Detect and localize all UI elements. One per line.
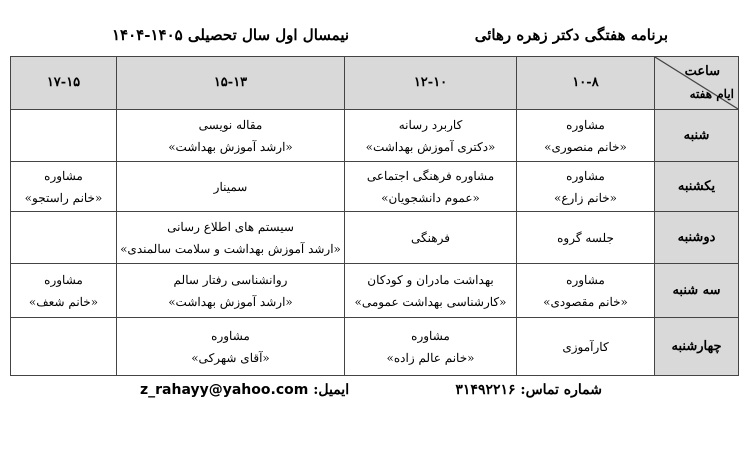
corner-time-label: ساعت: [684, 64, 720, 79]
day-label: یکشنبه: [655, 162, 739, 212]
schedule-cell: سیستم های اطلاع رسانی «ارشد آموزش بهداشت و سلامت سالمندی»: [117, 212, 345, 264]
table-row: [11, 264, 739, 318]
day-label: چهارشنبه: [655, 318, 739, 376]
day-label: دوشنبه: [655, 212, 739, 264]
schedule-cell: مشاوره «خانم راستجو»: [11, 162, 117, 212]
schedule-cell: مقاله نویسی «ارشد آموزش بهداشت»: [117, 110, 345, 162]
time-header: ۱۵-۱۳: [117, 57, 345, 110]
day-label: سه شنبه: [655, 264, 739, 318]
time-header: ۱۷-۱۵: [11, 57, 117, 110]
table-row: [11, 318, 739, 376]
schedule-cell: [11, 212, 117, 264]
schedule-table: [10, 56, 739, 376]
schedule-cell: روانشناسی رفتار سالم «ارشد آموزش بهداشت»: [117, 264, 345, 318]
page-title: برنامه هفتگی دکتر زهره رهائی: [474, 26, 668, 44]
schedule-cell: فرهنگی: [345, 212, 517, 264]
schedule-cell: جلسه گروه: [517, 212, 655, 264]
semester-label: نیمسال اول سال تحصیلی ۱۴۰۵-۱۴۰۴: [112, 26, 350, 44]
contact-phone: [455, 382, 602, 398]
schedule-cell: [11, 318, 117, 376]
corner-days-label: ایام هفته: [689, 87, 734, 101]
table-row: [11, 162, 739, 212]
schedule-cell: کاربرد رسانه «دکتری آموزش بهداشت»: [345, 110, 517, 162]
email-address[interactable]: z_rahayy@yahoo.com: [140, 382, 309, 398]
phone-label: شماره تماس:: [520, 382, 602, 398]
phone-number: ۳۱۴۹۲۲۱۶: [455, 382, 516, 398]
time-header: ۱۲-۱۰: [345, 57, 517, 110]
schedule-cell: بهداشت مادران و کودکان «کارشناسی بهداشت عمومی»: [345, 264, 517, 318]
schedule-cell: مشاوره فرهنگی اجتماعی «عموم دانشجویان»: [345, 162, 517, 212]
schedule-cell: کارآموزی: [517, 318, 655, 376]
schedule-cell: مشاوره «خانم شعف»: [11, 264, 117, 318]
schedule-cell: مشاوره «آقای شهرکی»: [117, 318, 345, 376]
table-row: [11, 110, 739, 162]
schedule-cell: مشاوره «خانم عالم زاده»: [345, 318, 517, 376]
schedule-cell: [11, 110, 117, 162]
table-row: [11, 212, 739, 264]
schedule-cell: سمینار: [117, 162, 345, 212]
day-label: شنبه: [655, 110, 739, 162]
schedule-cell: مشاوره «خانم زارع»: [517, 162, 655, 212]
schedule-cell: مشاوره «خانم مقصودی»: [517, 264, 655, 318]
contact-email: [140, 382, 349, 398]
email-label: ایمیل:: [313, 382, 350, 398]
time-header: ۱۰-۸: [517, 57, 655, 110]
schedule-cell: مشاوره «خانم منصوری»: [517, 110, 655, 162]
corner-cell: [655, 57, 739, 110]
